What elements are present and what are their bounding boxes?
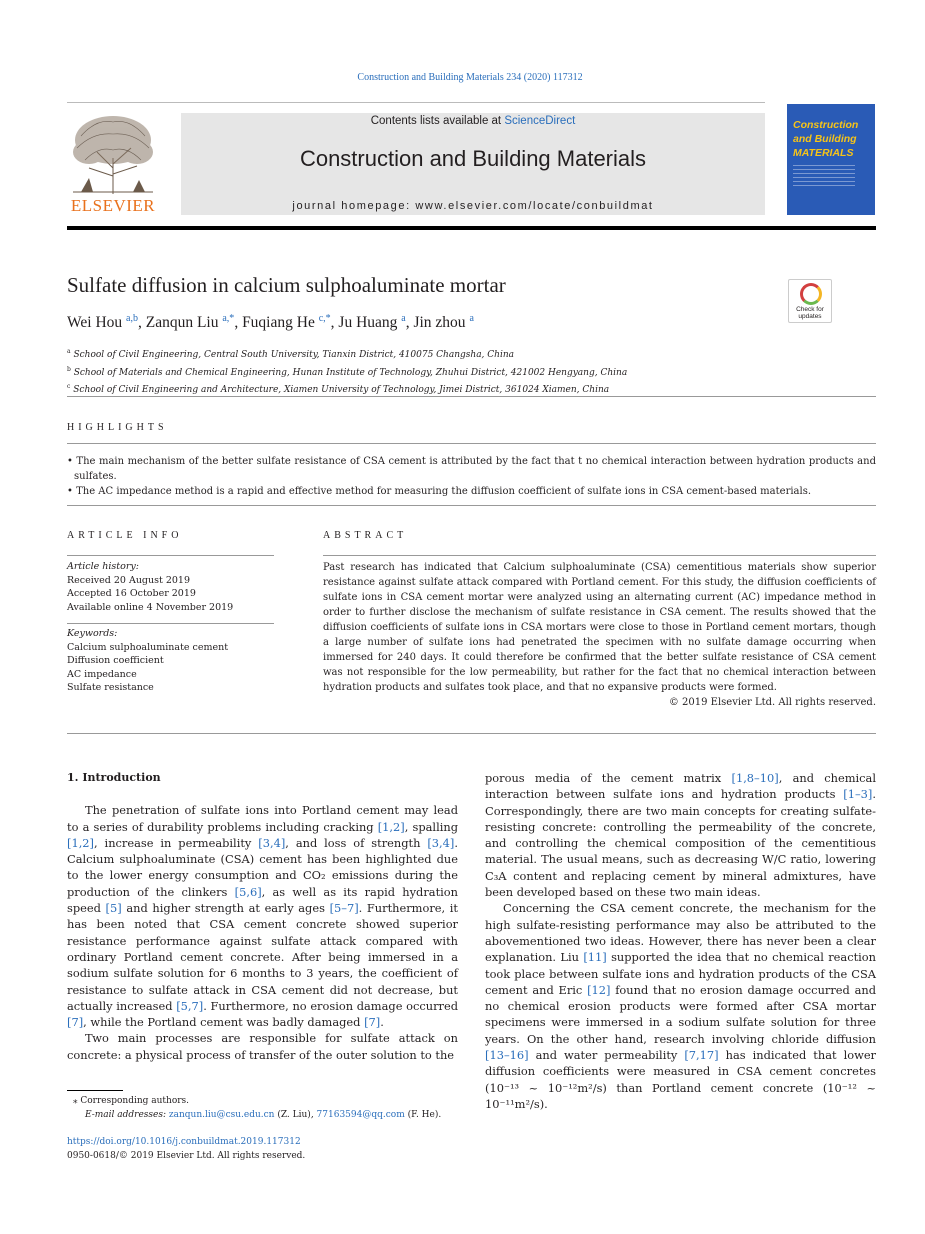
body-text: and higher strength at early ages bbox=[121, 901, 330, 916]
citation-link[interactable]: [5,6] bbox=[234, 884, 262, 899]
email-link[interactable]: zanqun.liu@csu.edu.cn bbox=[168, 1110, 275, 1120]
header-divider bbox=[67, 102, 765, 103]
author-affiliation-mark[interactable]: a,* bbox=[222, 313, 235, 324]
body-column-right bbox=[485, 770, 876, 1112]
article-info-divider bbox=[67, 555, 274, 556]
keyword: Sulfate resistance bbox=[67, 682, 154, 693]
section-divider bbox=[67, 396, 876, 397]
citation-link[interactable]: [3,4] bbox=[427, 835, 455, 850]
journal-banner bbox=[181, 113, 765, 215]
affiliation bbox=[67, 363, 627, 381]
body-column-left bbox=[67, 770, 458, 1063]
elsevier-wordmark: ELSEVIER bbox=[70, 196, 156, 215]
abstract-body: Past research has indicated that Calcium sulphoaluminate (CSA) cementitious materials show superior resistance against sulfate attack compared with Portland cement. For this study, the diffusion coefficients of sulfate ions in CSA cement mortar were analyzed using an alternating current (AC) impedance method in order to further disclose the mechanism of sulfate resistance in CSA cement. The results showed that the diffusion coefficients of sulfate ions in CSA mortars were close to those in Portland cement mortars, though a large number of sulfate ions had penetrated the specimen with no sulfate damage occurring when immersed for 240 days. It could therefore be confirmed that the better sulfate resistance of CSA cement was not responsible for the low permeability, but rather for the fact that no chemical interaction between hydration products and sulfates took place, and that no expansive products were formed. bbox=[323, 562, 876, 693]
check-for-updates-label: Check for updates bbox=[796, 306, 824, 320]
body-text: . Calcium sulphoaluminate (CSA) cement has been highlighted due to the lower energy consumption and CO₂ emissions during the production of the clinkers bbox=[67, 835, 458, 899]
journal-cover[interactable] bbox=[787, 104, 875, 215]
body-text: , while the Portland cement was badly damaged bbox=[83, 1015, 365, 1030]
body-paragraph bbox=[485, 900, 876, 1112]
email-owner: (Z. Liu), bbox=[274, 1110, 317, 1120]
body-text: The penetration of sulfate ions into Portland cement may lead to a series of durability problems including cracking bbox=[67, 803, 458, 834]
email-owner: (F. He). bbox=[404, 1110, 442, 1120]
body-text: , increase in permeability bbox=[94, 835, 259, 850]
author-name[interactable]: Jin zhou bbox=[413, 314, 466, 332]
affiliation-mark: c bbox=[67, 383, 71, 390]
history-received: Received 20 August 2019 bbox=[67, 574, 191, 586]
citation-link[interactable]: [7] bbox=[67, 1015, 84, 1030]
citation-link[interactable]: [1,2] bbox=[67, 835, 95, 850]
email-link[interactable]: 77163594@qq.com bbox=[316, 1110, 405, 1120]
footnotes bbox=[67, 1094, 441, 1122]
crossmark-icon bbox=[800, 283, 822, 305]
highlight-item: • The AC impedance method is a rapid and effective method for measuring the diffusion coefficient of sulfate ions in CSA cement-based materials. bbox=[67, 486, 812, 497]
keyword: AC impedance bbox=[67, 668, 137, 680]
section-divider bbox=[67, 505, 876, 506]
citation-link[interactable]: [13–16] bbox=[485, 1048, 529, 1063]
journal-citation[interactable]: Construction and Building Materials 234 (2020) 117312 bbox=[357, 72, 583, 83]
author-list bbox=[67, 313, 474, 332]
history-online: Available online 4 November 2019 bbox=[67, 601, 234, 613]
check-for-updates-badge[interactable] bbox=[788, 279, 832, 323]
author-separator: , bbox=[405, 314, 414, 332]
affiliation-list bbox=[67, 345, 627, 398]
highlight-item: • The main mechanism of the better sulfate resistance of CSA cement is attributed by the fact that t no chemical interaction between hydration products and sulfates. bbox=[67, 456, 876, 482]
body-paragraph bbox=[67, 1030, 458, 1063]
body-text: has indicated that lower diffusion coefficients were measured in CSA cement concretes (10⁻¹³ ~ 10⁻¹²m²/s) than Portland cement concrete (10⁻¹² ~ 10⁻¹¹m²/s). bbox=[485, 1048, 877, 1111]
body-text: Concerning the CSA cement concrete, the mechanism for the high sulfate-resisting performance may also be attributed to the abovementioned two ideas. However, there has never been a clear explanation. Liu bbox=[485, 901, 876, 965]
footnote-divider bbox=[67, 1090, 123, 1091]
body-text: , and loss of strength bbox=[285, 835, 428, 850]
doi-link[interactable]: https://doi.org/10.1016/j.conbuildmat.2019.117312 bbox=[67, 1137, 301, 1147]
highlight-text: The AC impedance method is a rapid and effective method for measuring the diffusion coefficient of sulfate ions in CSA cement-based materials. bbox=[76, 486, 812, 497]
email-note bbox=[73, 1108, 441, 1122]
citation-link[interactable]: [5] bbox=[105, 901, 122, 916]
body-text: supported the idea that no chemical reaction took place between sulfate ions and hydration products of the CSA cement and Eric bbox=[485, 950, 876, 997]
section-divider bbox=[67, 443, 876, 444]
body-text: , as well as its rapid hydration speed bbox=[67, 884, 458, 916]
highlights-heading: HIGHLIGHTS bbox=[67, 422, 168, 433]
affiliation-mark: b bbox=[67, 365, 71, 373]
body-paragraph bbox=[485, 770, 876, 900]
affiliation-mark: a bbox=[67, 348, 71, 355]
citation-link[interactable]: [5,7] bbox=[176, 998, 204, 1013]
email-label: E-mail addresses: bbox=[85, 1110, 169, 1120]
body-text: Two main processes are responsible for sulfate attack on concrete: a physical process of transfer of the outer solution to the bbox=[67, 1031, 458, 1062]
doi-block bbox=[67, 1136, 305, 1163]
cover-title-line: MATERIALS bbox=[793, 147, 854, 159]
affiliation bbox=[67, 345, 627, 363]
article-info-divider bbox=[67, 623, 274, 624]
abstract-copyright: © 2019 Elsevier Ltd. All rights reserved. bbox=[668, 697, 876, 708]
abstract-heading: ABSTRACT bbox=[323, 530, 408, 541]
issn-copyright: 0950-0618/© 2019 Elsevier Ltd. All rights reserved. bbox=[67, 1150, 306, 1161]
body-text: . Correspondingly, there are two main concepts for creating sulfate-resisting concrete: controlling the permeability of the concrete, and controlling the chemical composition of the cementitious material. The usual means, such as decreasing W/C ratio, lowering C₃A content and replacing cement by mineral admixtures, have been developed based on these two main ideas. bbox=[485, 787, 876, 900]
article-title: Sulfate diffusion in calcium sulphoaluminate mortar bbox=[67, 273, 506, 297]
journal-title: Construction and Building Materials bbox=[299, 146, 647, 171]
history-accepted: Accepted 16 October 2019 bbox=[67, 588, 196, 599]
author-name[interactable]: Wei Hou bbox=[67, 314, 123, 332]
citation-link[interactable]: [1,8–10] bbox=[731, 771, 779, 785]
author-separator: , bbox=[330, 314, 339, 332]
highlight-text: The main mechanism of the better sulfate resistance of CSA cement is attributed by the fact that t no chemical interaction between hydration products and sulfates. bbox=[74, 456, 876, 482]
introduction-heading: 1. Introduction bbox=[67, 771, 161, 784]
body-text: . Furthermore, no erosion damage occurred bbox=[203, 998, 458, 1013]
affiliation-text: School of Materials and Chemical Engineering, Hunan Institute of Technology, Zhuhui District, 421002 Hengyang, China bbox=[73, 367, 628, 378]
author-name[interactable]: Ju Huang bbox=[338, 314, 398, 332]
affiliation-text: School of Civil Engineering and Architecture, Xiamen University of Technology, Jimei District, 361024 Xiamen, China bbox=[73, 385, 610, 395]
citation-link[interactable]: [1,2] bbox=[377, 819, 405, 834]
body-text: . Furthermore, it has been noted that CSA cement concrete showed superior resistance performance against sulfate attack compared with ordinary Portland cement concrete. After being immersed in a sodium sulfate solution for 6 months to 3 years, the coefficient of resistance to sulfate attack in CSA cement did not decrease, but actually increased bbox=[67, 901, 458, 1013]
body-text: found that no erosion damage occurred and no chemical erosion products were formed after CSA mortar specimens were immersed in a sodium sulfate solution for three years. On the other hand, research involving chloride diffusion bbox=[485, 982, 877, 1046]
citation-link[interactable]: [7] bbox=[364, 1015, 381, 1030]
citation-link[interactable]: [12] bbox=[587, 982, 611, 997]
author-affiliation-mark[interactable]: a bbox=[401, 313, 406, 324]
body-text: , spalling bbox=[404, 819, 458, 834]
citation-link[interactable]: [11] bbox=[583, 950, 607, 965]
body-text: . bbox=[380, 1015, 384, 1030]
citation-link[interactable]: [5–7] bbox=[329, 901, 359, 916]
affiliation-text: School of Civil Engineering, Central South University, Tianxin District, 410075 Changsha, China bbox=[73, 350, 515, 360]
author-separator: , bbox=[137, 314, 146, 332]
cover-title-line: Construction bbox=[793, 119, 859, 131]
article-info bbox=[67, 560, 274, 695]
keyword: Calcium sulphoaluminate cement bbox=[67, 641, 229, 653]
contents-availability bbox=[181, 115, 765, 127]
author-affiliation-mark[interactable]: a,b bbox=[126, 313, 138, 324]
body-paragraph bbox=[67, 802, 458, 1030]
body-text: porous media of the cement matrix bbox=[485, 771, 732, 785]
author-separator: , bbox=[234, 314, 243, 332]
keywords-label: Keywords: bbox=[67, 628, 118, 639]
contents-prefix: Contents lists available at bbox=[370, 115, 505, 127]
author-name[interactable]: Fuqiang He bbox=[242, 314, 315, 332]
cover-title-line: and Building bbox=[793, 133, 857, 145]
citation-link[interactable]: [1–3] bbox=[843, 787, 873, 802]
section-divider bbox=[67, 733, 876, 734]
highlights-list bbox=[67, 455, 876, 501]
citation-link[interactable]: [3,4] bbox=[258, 835, 286, 850]
header-thick-divider bbox=[67, 226, 876, 230]
corresponding-author-note: ⁎ Corresponding authors. bbox=[73, 1096, 190, 1106]
history-label: Article history: bbox=[67, 561, 139, 572]
abstract-divider bbox=[323, 555, 876, 556]
author-name[interactable]: Zanqun Liu bbox=[145, 314, 219, 332]
sciencedirect-link[interactable]: ScienceDirect bbox=[504, 115, 576, 127]
citation-link[interactable]: [7,17] bbox=[684, 1048, 719, 1063]
body-text: and water permeability bbox=[528, 1048, 685, 1063]
body-text: , and chemical interaction between sulfate ions and hydration products bbox=[485, 771, 876, 802]
article-info-heading: ARTICLE INFO bbox=[67, 530, 183, 541]
abstract bbox=[323, 560, 876, 710]
journal-homepage[interactable]: journal homepage: www.elsevier.com/locate/conbuildmat bbox=[292, 200, 654, 212]
keyword: Diffusion coefficient bbox=[67, 655, 164, 666]
elsevier-logo[interactable] bbox=[67, 112, 159, 216]
affiliation bbox=[67, 380, 627, 398]
author-affiliation-mark[interactable]: c,* bbox=[318, 313, 331, 324]
elsevier-tree-icon bbox=[67, 112, 159, 196]
author-affiliation-mark[interactable]: a bbox=[469, 313, 474, 324]
cover-subtitle-lines bbox=[793, 165, 855, 189]
